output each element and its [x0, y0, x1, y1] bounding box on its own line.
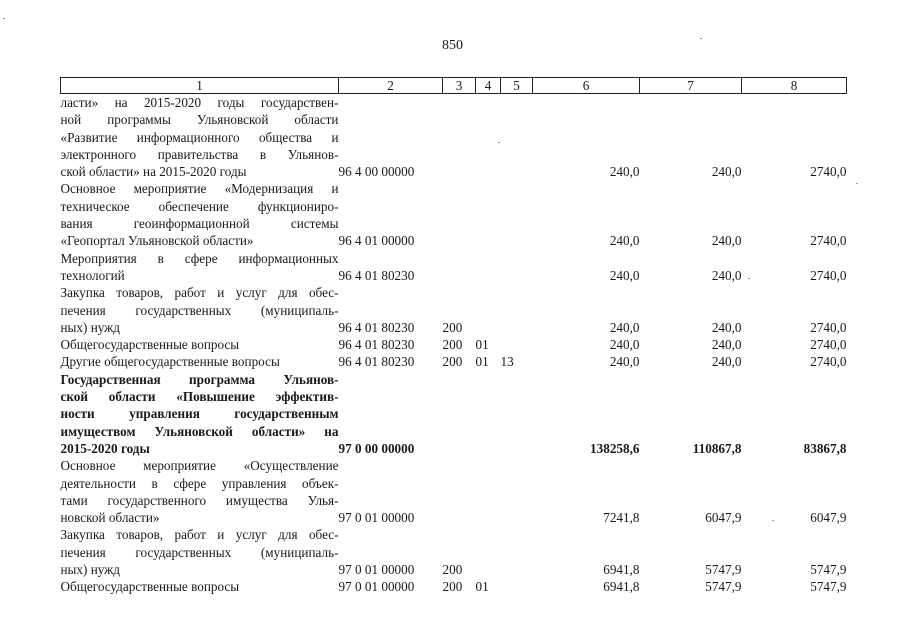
row-name-line: 2015-2020 годы	[60, 440, 150, 456]
subsection-cell	[501, 371, 533, 457]
amount-col-8-cell: 2740,0	[810, 164, 847, 180]
table-row	[61, 457, 847, 526]
expense-type-cell: 200	[442, 319, 463, 335]
row-name-line: «Развитие информационного общества и	[60, 129, 339, 145]
amount-col-6-cell: 240,0	[609, 337, 640, 353]
scan-speck	[856, 183, 858, 184]
subsection-cell	[501, 250, 533, 285]
amount-col-6-cell: 7241,8	[603, 510, 640, 526]
section-cell: 01	[475, 354, 489, 370]
subsection-cell	[501, 336, 533, 353]
row-name-line: печения государственных (муниципаль-	[60, 302, 339, 318]
expense-type-cell	[443, 371, 476, 457]
section-cell: 01	[475, 337, 489, 353]
target-code-cell: 96 4 01 80230	[338, 354, 415, 370]
section-cell	[476, 94, 501, 181]
header-col-2: 2	[339, 78, 443, 94]
expense-type-cell	[443, 180, 476, 249]
amount-col-8-cell: 2740,0	[810, 233, 847, 249]
row-name-line: ных) нужд	[60, 562, 120, 578]
subsection-cell	[501, 284, 533, 336]
row-name-cell	[61, 353, 339, 370]
amount-col-7-cell: 110867,8	[692, 440, 742, 456]
row-name-line: Мероприятия в сфере информационных	[60, 250, 339, 266]
amount-col-6-cell: 6941,8	[603, 579, 640, 595]
row-name-line: Общегосударственные вопросы	[60, 337, 240, 353]
target-code-cell: 97 0 01 00000	[338, 510, 415, 526]
target-code-cell: 97 0 01 00000	[338, 562, 415, 578]
section-cell: 01	[475, 579, 489, 595]
row-name-cell	[61, 457, 339, 526]
amount-col-7-cell: 240,0	[711, 267, 742, 283]
row-name-line: ласти» на 2015-2020 годы государствен-	[60, 95, 339, 110]
row-name-line: ской области» на 2015-2020 годы	[60, 164, 247, 180]
section-cell	[476, 284, 501, 336]
section-cell	[476, 250, 501, 285]
table-row	[61, 371, 847, 457]
row-name-line: техническое обеспечение функциониро-	[60, 198, 339, 214]
subsection-cell	[501, 180, 533, 249]
amount-col-6-cell: 240,0	[609, 267, 640, 283]
table-row	[61, 94, 847, 181]
header-col-4: 4	[476, 78, 501, 94]
page-number: 850	[442, 38, 463, 53]
table-row	[61, 526, 847, 578]
target-code-cell: 96 4 00 00000	[338, 164, 415, 180]
amount-col-8-cell: 2740,0	[810, 319, 847, 335]
row-name-line: ности управления государственным	[60, 406, 339, 422]
header-col-5: 5	[501, 78, 533, 94]
row-name-line: Основное мероприятие «Модернизация и	[60, 181, 339, 197]
amount-col-7-cell: 240,0	[711, 337, 742, 353]
row-name-line: печения государственных (муниципаль-	[60, 544, 339, 560]
table-row	[61, 250, 847, 285]
header-col-7: 7	[640, 78, 742, 94]
row-name-line: Государственная программа Ульянов-	[60, 371, 339, 387]
amount-col-7-cell: 5747,9	[705, 579, 742, 595]
row-name-line: технологий	[60, 267, 125, 283]
expense-type-cell: 200	[442, 337, 463, 353]
amount-col-8-cell: 83867,8	[803, 440, 847, 456]
amount-col-6-cell: 138258,6	[590, 440, 640, 456]
row-name-cell	[61, 284, 339, 336]
amount-col-7-cell: 240,0	[711, 233, 742, 249]
row-name-cell	[61, 578, 339, 595]
amount-col-8-cell: 2740,0	[810, 267, 847, 283]
row-name-line: Другие общегосударственные вопросы	[60, 354, 280, 370]
subsection-cell	[501, 526, 533, 578]
row-name-line: Закупка товаров, работ и услуг для обес-	[60, 285, 339, 301]
amount-col-7-cell: 240,0	[711, 164, 742, 180]
expense-type-cell: 200	[442, 579, 463, 595]
expense-type-cell: 200	[442, 354, 463, 370]
target-code-cell: 97 0 00 00000	[338, 440, 415, 456]
amount-col-6-cell: 6941,8	[603, 562, 640, 578]
row-name-cell	[61, 94, 339, 181]
row-name-line: Общегосударственные вопросы	[60, 579, 240, 595]
section-cell	[476, 180, 501, 249]
expense-type-cell	[443, 250, 476, 285]
row-name-line: Закупка товаров, работ и услуг для обес-	[60, 527, 339, 543]
row-name-line: ской области «Повышение эффектив-	[60, 389, 339, 405]
row-name-cell	[61, 180, 339, 249]
amount-col-7-cell: 240,0	[711, 354, 742, 370]
row-name-line: «Геопортал Ульяновской области»	[60, 233, 254, 249]
amount-col-6-cell: 240,0	[609, 233, 640, 249]
table-row	[61, 353, 847, 370]
section-cell	[476, 371, 501, 457]
amount-col-8-cell: 2740,0	[810, 354, 847, 370]
section-cell	[476, 457, 501, 526]
amount-col-8-cell: 2740,0	[810, 337, 847, 353]
expense-type-cell	[443, 94, 476, 181]
header-col-1: 1	[61, 78, 339, 94]
row-name-cell	[61, 371, 339, 457]
table-row	[61, 180, 847, 249]
target-code-cell: 96 4 01 80230	[338, 337, 415, 353]
target-code-cell: 96 4 01 80230	[338, 319, 415, 335]
row-name-cell	[61, 250, 339, 285]
target-code-cell: 97 0 01 00000	[338, 579, 415, 595]
scan-speck	[3, 18, 5, 19]
target-code-cell: 96 4 01 80230	[338, 267, 415, 283]
amount-col-8-cell: 5747,9	[810, 579, 847, 595]
row-name-cell	[61, 336, 339, 353]
table-body	[61, 94, 847, 596]
row-name-line: вания геоинформационной системы	[60, 216, 339, 232]
row-name-line: ной программы Ульяновской области	[60, 112, 339, 128]
expense-type-cell: 200	[442, 562, 463, 578]
scan-speck	[772, 520, 774, 521]
scan-speck	[748, 278, 750, 279]
budget-table	[60, 77, 847, 596]
header-col-8: 8	[742, 78, 847, 94]
subsection-cell	[501, 578, 533, 595]
amount-col-7-cell: 240,0	[711, 319, 742, 335]
amount-col-6-cell: 240,0	[609, 354, 640, 370]
row-name-line: имуществом Ульяновской области» на	[60, 423, 339, 439]
table-row	[61, 578, 847, 595]
row-name-line: новской области»	[60, 510, 160, 526]
header-col-6: 6	[533, 78, 640, 94]
row-name-line: деятельности в сфере управления объек-	[60, 475, 339, 491]
row-name-line: тами государственного имущества Улья-	[60, 492, 339, 508]
row-name-line: ных) нужд	[60, 319, 120, 335]
subsection-cell: 13	[500, 354, 514, 370]
table-row	[61, 336, 847, 353]
subsection-cell	[501, 457, 533, 526]
subsection-cell	[501, 94, 533, 181]
amount-col-7-cell: 5747,9	[705, 562, 742, 578]
header-row	[61, 78, 847, 94]
expense-type-cell	[443, 457, 476, 526]
section-cell	[476, 526, 501, 578]
table-row	[61, 284, 847, 336]
scan-speck	[700, 38, 702, 39]
amount-col-8-cell: 5747,9	[810, 562, 847, 578]
target-code-cell: 96 4 01 00000	[338, 233, 415, 249]
row-name-cell	[61, 526, 339, 578]
amount-col-6-cell: 240,0	[609, 164, 640, 180]
amount-col-6-cell: 240,0	[609, 319, 640, 335]
amount-col-8-cell: 6047,9	[810, 510, 847, 526]
row-name-line: Основное мероприятие «Осуществление	[60, 458, 339, 474]
header-col-3: 3	[443, 78, 476, 94]
scan-speck	[498, 142, 500, 143]
row-name-line: электронного правительства в Ульянов-	[60, 146, 339, 162]
amount-col-7-cell: 6047,9	[705, 510, 742, 526]
